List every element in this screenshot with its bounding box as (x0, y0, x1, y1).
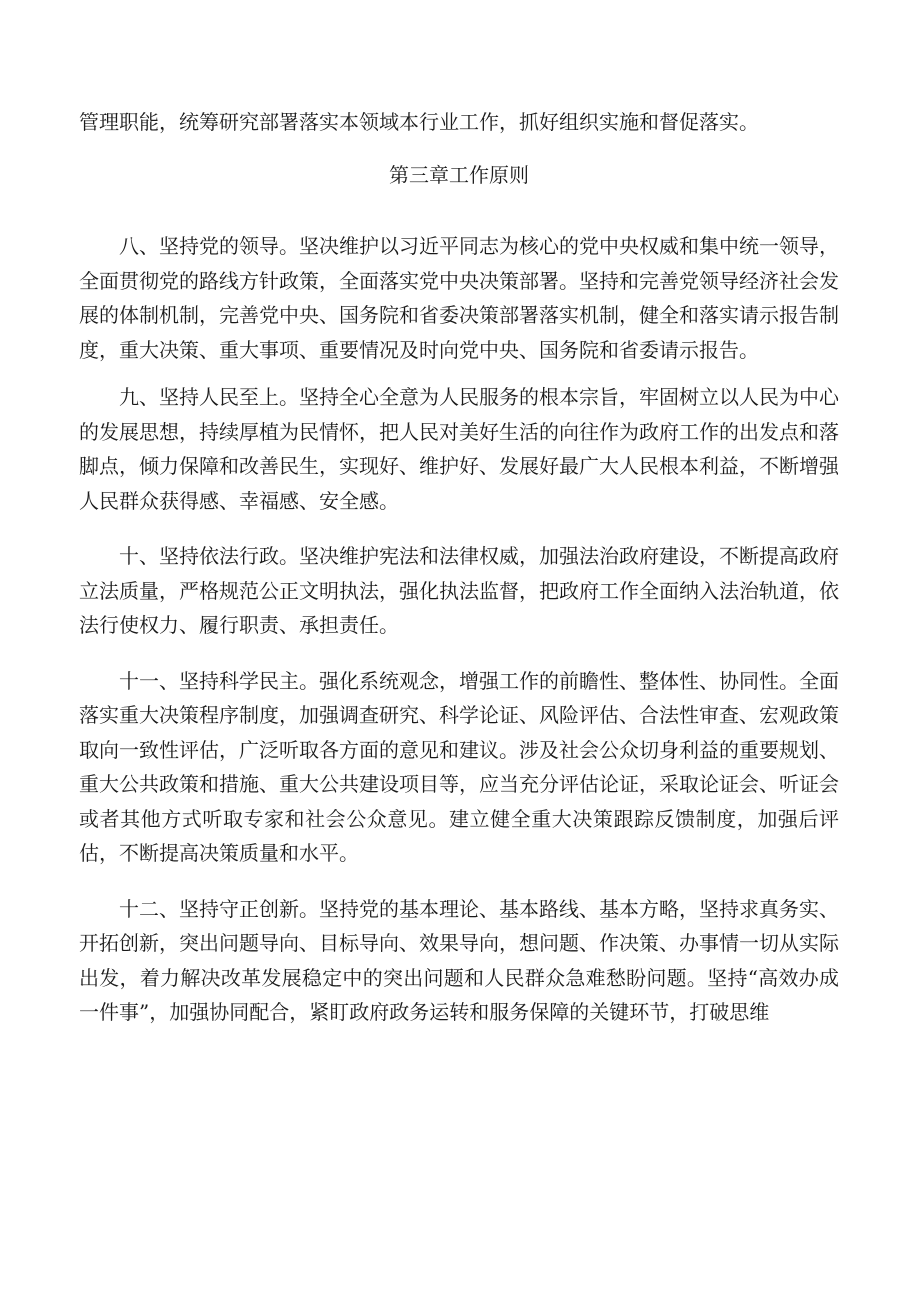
article-9-paragraph: 九、坚持人民至上。坚持全心全意为人民服务的根本宗旨，牢固树立以人民为中心的发展思想，持续厚植为民情怀，把人民对美好生活的向往作为政府工作的出发点和落脚点，倾力保障和改善民生，实现好、维护好、发展好最广大人民根本利益，不断增强人民群众获得感、幸福感、安全感。 (79, 385, 839, 513)
article-12-paragraph: 十二、坚持守正创新。坚持党的基本理论、基本路线、基本方略，坚持求真务实、开拓创新，突出问题导向、目标导向、效果导向，想问题、作决策、办事情一切从实际出发，着力解决改革发展稳定中的突出问题和人民群众急难愁盼问题。坚持“高效办成一件事”，加强协同配合，紧盯政府政务运转和服务保障的关键环节，打破思维 (79, 896, 839, 1024)
article-8-paragraph: 八、坚持党的领导。坚决维护以习近平同志为核心的党中央权威和集中统一领导，全面贯彻党的路线方针政策，全面落实党中央决策部署。坚持和完善党领导经济社会发展的体制机制，完善党中央、国务院和省委决策部署落实机制，健全和落实请示报告制度，重大决策、重大事项、重要情况及时向党中央、国务院和省委请示报告。 (79, 234, 839, 362)
chapter-title: 第三章工作原则 (389, 162, 529, 187)
article-10-paragraph: 十、坚持依法行政。坚决维护宪法和法律权威，加强法治政府建设，不断提高政府立法质量，严格规范公正文明执法，强化执法监督，把政府工作全面纳入法治轨道，依法行使权力、履行职责、承担责任。 (79, 544, 839, 637)
article-11-paragraph: 十一、坚持科学民主。强化系统观念，增强工作的前瞻性、整体性、协同性。全面落实重大决策程序制度，加强调查研究、科学论证、风险评估、合法性审查、宏观政策取向一致性评估，广泛听取各方面的意见和建议。涉及社会公众切身利益的重要规划、重大公共政策和措施、重大公共建设项目等，应当充分评估论证，采取论证会、听证会或者其他方式听取专家和社会公众意见。建立健全重大决策跟踪反馈制度，加强后评估，不断提高决策质量和水平。 (79, 668, 839, 865)
lead-paragraph-fragment: 管理职能，统筹研究部署落实本领域本行业工作，抓好组织实施和督促落实。 (79, 110, 759, 134)
document-body (79, 105, 839, 1030)
